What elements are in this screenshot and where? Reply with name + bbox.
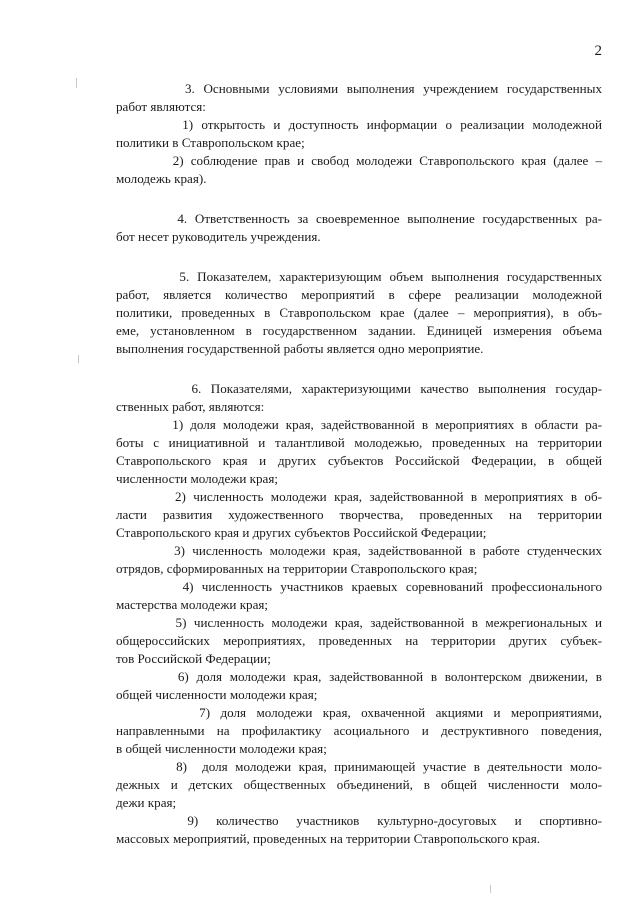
text-line: дежных и детских общественных объединений, в общей численности моло-	[116, 777, 602, 792]
text-line: 1) доля молодежи края, задействованной в мероприятиях в области ра-	[116, 417, 602, 432]
text-line: в общей численности молодежи края;	[116, 741, 327, 756]
text-line: работ, является количество мероприятий в сфере реализации молодежной	[116, 287, 602, 302]
text-line: ственных работ, являются:	[116, 399, 265, 414]
text-line: 2) соблюдение прав и свобод молодежи Ставропольского края (далее –	[116, 153, 602, 168]
scan-mark	[78, 355, 79, 363]
scan-mark	[490, 885, 491, 893]
text-line: 6. Показателями, характеризующими качество выполнения государ-	[116, 381, 602, 396]
text-line: 4) численность участников краевых соревнований профессионального	[116, 579, 602, 594]
paragraph-conditions	[116, 80, 602, 188]
text-line: молодежь края).	[116, 171, 207, 186]
paragraph-quality-indicators	[116, 380, 602, 848]
text-line: отрядов, сформированных на территории Ставропольского края;	[116, 561, 478, 576]
scan-mark	[76, 78, 77, 88]
text-line: бот несет руководитель учреждения.	[116, 229, 321, 244]
paragraph-gap	[116, 358, 602, 380]
text-line: 7) доля молодежи края, охваченной акциями и мероприятиями,	[116, 705, 602, 720]
text-line: численности молодежи края;	[116, 471, 278, 486]
text-line: 3) численность молодежи края, задействованной в работе студенческих	[116, 543, 602, 558]
text-line: тов Российской Федерации;	[116, 651, 271, 666]
text-line: политики, проведенных в Ставропольском крае (далее – мероприятия), в объ-	[116, 305, 602, 320]
text-line: ласти развития художественного творчества, проведенных на территории	[116, 507, 602, 522]
text-line: 5. Показателем, характеризующим объем выполнения государственных	[116, 269, 602, 284]
text-line: 4. Ответственность за своевременное выполнение государственных ра-	[116, 211, 602, 226]
text-line: 2) численность молодежи края, задействованной в мероприятиях в об-	[116, 489, 602, 504]
text-line: 8) доля молодежи края, принимающей участие в деятельности моло-	[116, 759, 602, 774]
text-line: Ставропольского края и других субъектов Российской Федерации, в общей	[116, 453, 602, 468]
page-number: 2	[594, 43, 602, 59]
text-line: дежи края;	[116, 795, 177, 810]
document-body	[116, 80, 602, 848]
text-line: 3. Основными условиями выполнения учреждением государственных	[116, 81, 602, 96]
paragraph-gap	[116, 188, 602, 210]
text-line: 6) доля молодежи края, задействованной в волонтерском движении, в	[116, 669, 602, 684]
text-line: 5) численность молодежи края, задействованной в межрегиональных и	[116, 615, 602, 630]
text-line: общей численности молодежи края;	[116, 687, 318, 702]
text-line: боты с инициативной и талантливой молодежью, проведенных на территории	[116, 435, 602, 450]
text-line: общероссийских мероприятиях, проведенных на территории других субъек-	[116, 633, 602, 648]
text-line: политики в Ставропольском крае;	[116, 135, 305, 150]
text-line: мастерства молодежи края;	[116, 597, 269, 612]
paragraph-volume-indicator	[116, 268, 602, 358]
paragraph-responsibility	[116, 210, 602, 246]
text-line: Ставропольского края и других субъектов Российской Федерации;	[116, 525, 487, 540]
text-line: массовых мероприятий, проведенных на территории Ставропольского края.	[116, 831, 540, 846]
text-line: 1) открытость и доступность информации о реализации молодежной	[116, 117, 602, 132]
text-line: еме, установленном в государственном задании. Единицей измерения объема	[116, 323, 602, 338]
paragraph-gap	[116, 246, 602, 268]
text-line: направленными на профилактику асоциального и деструктивного поведения,	[116, 723, 602, 738]
text-line: работ являются:	[116, 99, 206, 114]
text-line: 9) количество участников культурно-досуговых и спортивно-	[116, 813, 602, 828]
text-line: выполнения государственной работы является одно мероприятие.	[116, 341, 484, 356]
